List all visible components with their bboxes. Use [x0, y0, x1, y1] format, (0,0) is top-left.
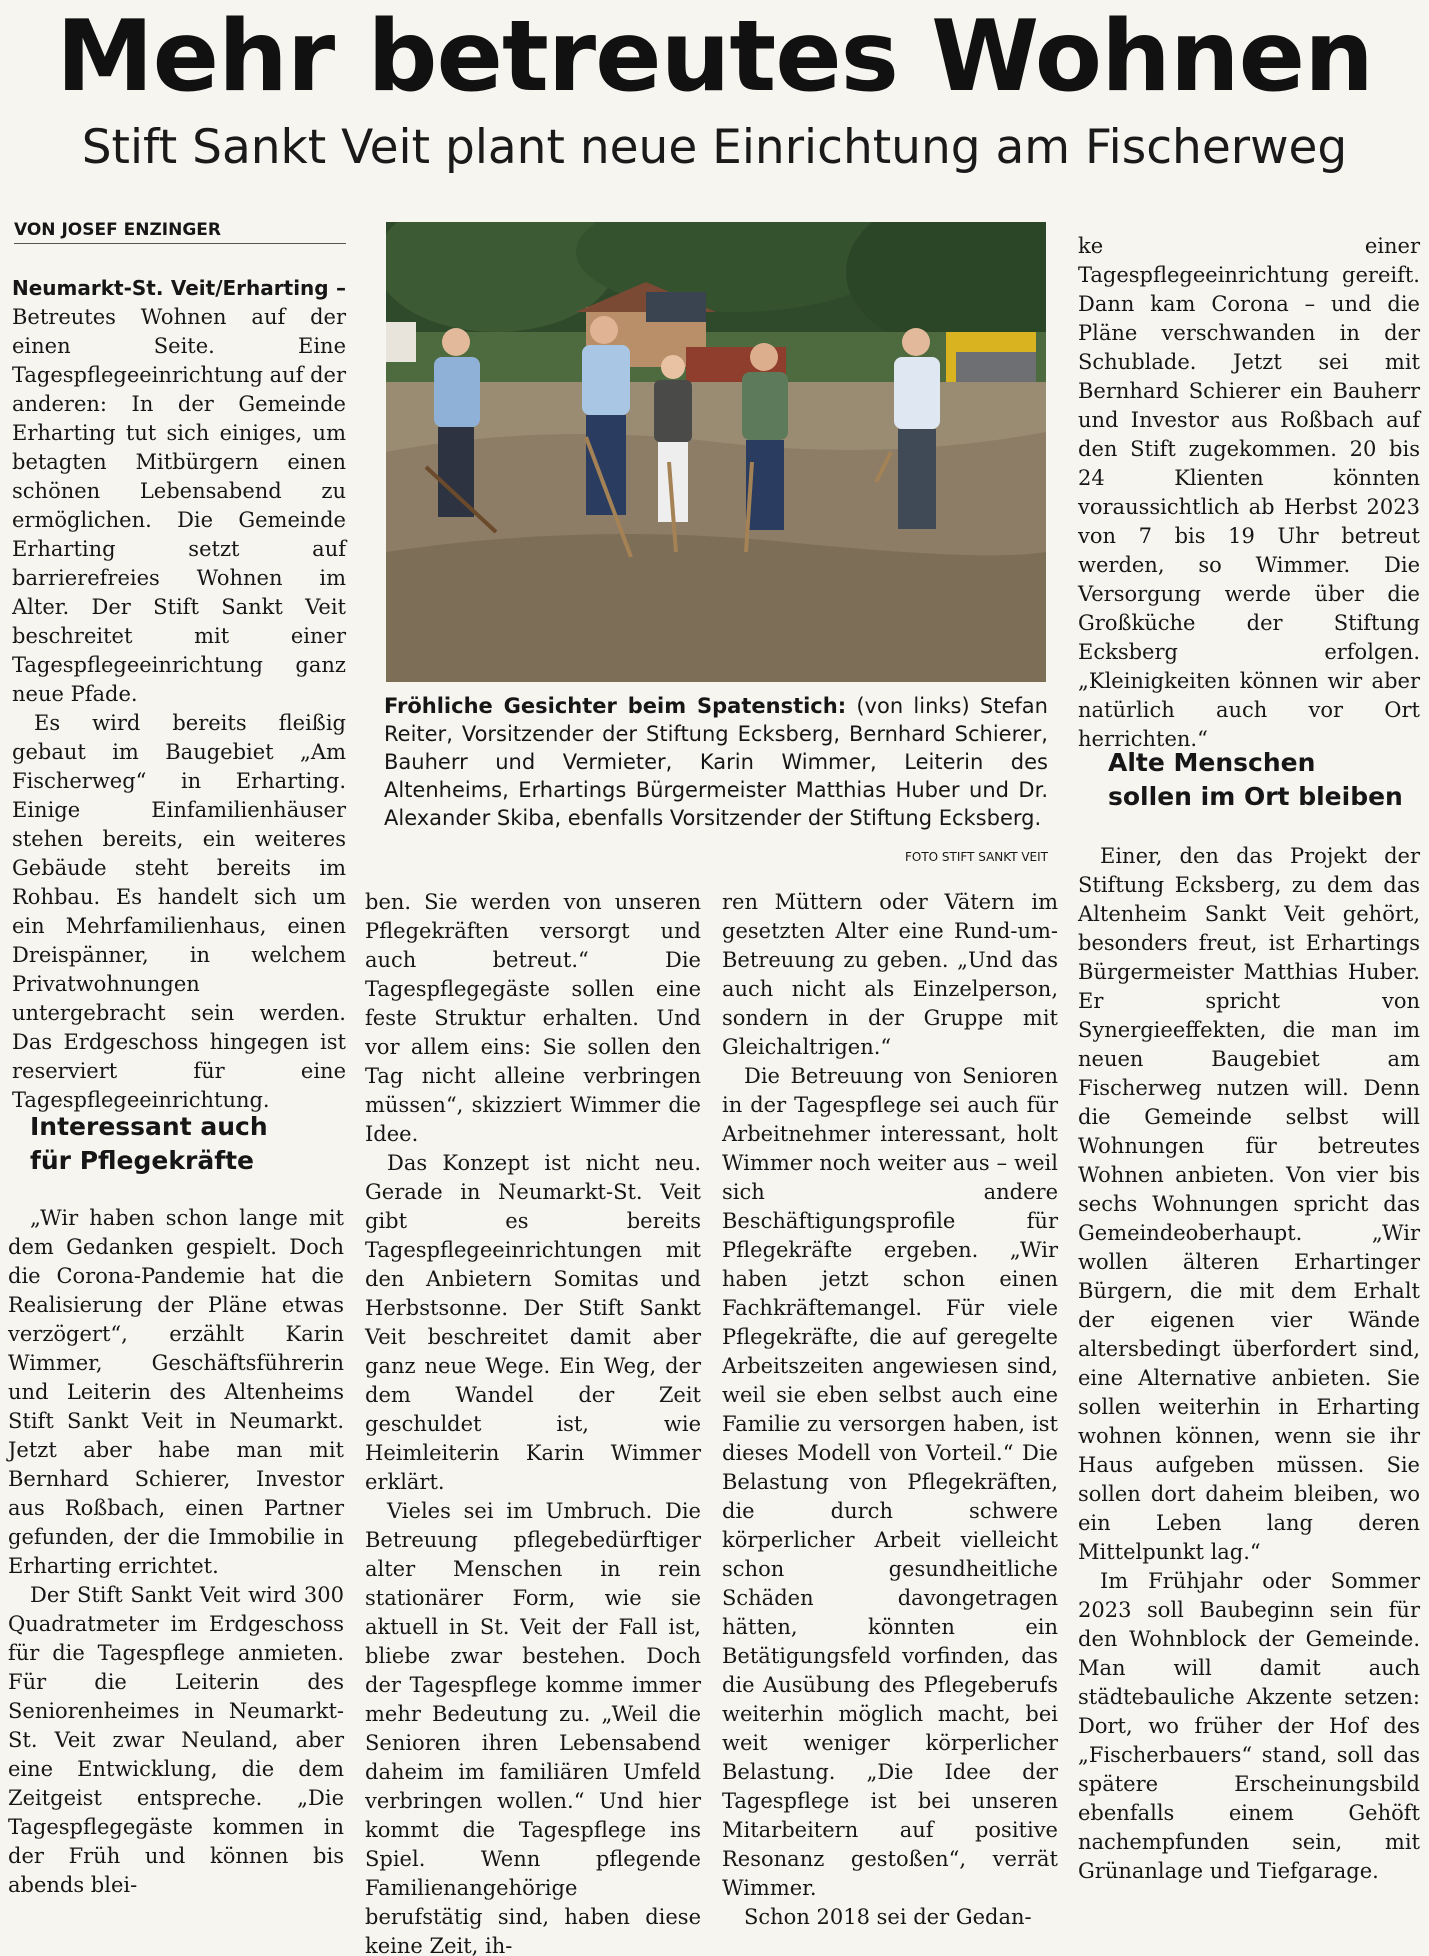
body-text: Betreutes Wohnen auf der einen Seite. Eine Tagespflegeeinrichtung auf der anderen: In der Gemeinde Erharting tut sich einiges, um betagten Mitbürgern einen schönen Lebensabend zu ermöglichen. Die Gemeinde Erharting setzt auf barrierefreies Wohnen im Alter. Der Stift Sankt Veit beschreitet mit einer Tagespflegeeinrichtung ganz neue Pfade. [12, 305, 347, 706]
column-1-lower [8, 1110, 344, 1950]
caption-lead: Fröhliche Gesichter beim Spatenstich: [384, 694, 847, 718]
section-heading-line: Interessant auch [30, 1112, 268, 1141]
body-paragraph: Vieles sei im Umbruch. Die Betreuung pflegebedürftiger alter Menschen in rein stationärer Form, wie sie aktuell in St. Veit der Fall ist, bliebe zwar bestehen. Doch der Tagespflege komme immer mehr Bedeutung zu. „Weil die Senioren ihren Lebensabend daheim im familiären Umfeld verbringen wollen.“ Und hier kommt die Tagespflege ins Spiel. Wenn pflegende Familienangehörige berufstätig sind, haben diese keine Zeit, ih- [365, 1499, 701, 1956]
dateline: Neumarkt-St. Veit/Erharting – [12, 276, 346, 300]
body-paragraph: ren Müttern oder Vätern im gesetzten Alter eine Rund-um-Betreuung zu geben. „Und das auch nicht als Einzelperson, sondern in der Gruppe mit Gleichaltrigen.“ [722, 890, 1058, 1059]
subheadline: Stift Sankt Veit plant neue Einrichtung am Fischerweg [81, 120, 1348, 175]
body-paragraph: Der Stift Sankt Veit wird 300 Quadratmeter im Erdgeschoss für die Tagespflege anmieten. Für die Leiterin des Seniorenheimes in Neumarkt-St. Veit zwar Neuland, aber eine Entwicklung, die dem Zeitgeist entspreche. „Die Tagespflegegäste kommen in der Früh und können bis abends blei- [8, 1583, 344, 1897]
body-paragraph: ben. Sie werden von unseren Pflegekräften versorgt und auch betreut.“ Die Tagespflegegäste sollen eine feste Struktur erhalten. Und vor allem eins: Sie sollen den Tag nicht alleine verbringen müssen“, skizziert Wimmer die Idee. [365, 890, 701, 1146]
section-heading-line: sollen im Ort bleiben [1108, 782, 1403, 811]
section-heading [30, 1110, 344, 1178]
body-paragraph: Einer, den das Projekt der Stiftung Ecksberg, zu dem das Altenheim Sankt Veit gehört, besonders freut, ist Erhartings Bürgermeister Matthias Huber. Er spricht von Synergieeffekten, die man im neuen Baugebiet am Fischerweg nutzen will. Denn die Gemeinde selbst will Wohnungen für betreutes Wohnen anbieten. Von vier bis sechs Wohnungen spricht das Gemeindeoberhaupt. „Wir wollen älteren Erhartinger Bürgern, die mit dem Erhalt der eigenen vier Wände altersbedingt überfordert sind, eine Alternative anbieten. Sie sollen weiterhin in Erharting wohnen können, wenn sie ihr Haus aufgeben müssen. Sie sollen dort daheim bleiben, wo ein Leben lang deren Mittelpunkt lag.“ [1078, 844, 1420, 1564]
body-paragraph: Das Konzept ist nicht neu. Gerade in Neumarkt-St. Veit gibt es bereits Tagespflegeeinrichtungen mit den Anbietern Somitas und Herbstsonne. Der Stift Sankt Veit beschreitet damit aber ganz neue Wege. Ein Weg, der dem Wandel der Zeit geschuldet ist, wie Heimleiterin Karin Wimmer erklärt. [365, 1151, 701, 1494]
section-heading-line: für Pflegekräfte [30, 1146, 254, 1175]
lead-paragraph [12, 274, 346, 709]
body-paragraph: Es wird bereits fleißig gebaut im Baugebiet „Am Fischerweg“ in Erharting. Einige Einfamilienhäuser stehen bereits, ein weiteres Gebäude steht bereits im Rohbau. Es handelt sich um ein Mehrfamilienhaus, einen Dreispänner, in welchem Privatwohnungen untergebracht sein werden. Das Erdgeschoss hingegen ist reserviert für eine Tagespflegeeinrichtung. [12, 711, 346, 1112]
column-1-upper [12, 274, 347, 1112]
body-paragraph: Die Betreuung von Senioren in der Tagespflege sei auch für Arbeitnehmer interessant, holt Wimmer noch weiter aus – weil sich andere Beschäftigungsprofile für Pflegekräfte ergeben. „Wir haben jetzt schon einen Fachkräftemangel. Für viele Pflegekräfte, die auf geregelte Arbeitszeiten angewiesen sind, weil sie eben selbst auch eine Familie zu versorgen haben, ist dieses Modell von Vorteil.“ Die Belastung von Pflegekräften, die durch schwere körperlicher Arbeit vielleicht schon gesundheitliche Schäden davongetragen hätten, könnten ein Betätigungsfeld vorfinden, das die Ausübung des Pflegeberufs weiterhin möglich macht, bei weit weniger körperlicher Belastung. „Die Idee der Tagespflege ist bei unseren Mitarbeitern auf positive Resonanz gestoßen“, verrät Wimmer. [722, 1064, 1058, 1900]
column-4-lower [1078, 746, 1420, 1946]
section-heading-line: Alte Menschen [1108, 748, 1316, 777]
body-paragraph: „Wir haben schon lange mit dem Gedanken gespielt. Doch die Corona-Pandemie hat die Realisierung der Pläne etwas verzögert“, erzählt Karin Wimmer, Geschäftsführerin und Leiterin des Altenheims Stift Sankt Veit in Neumarkt. Jetzt aber habe man mit Bernhard Schierer, Investor aus Roßbach, einen Partner gefunden, der die Immobilie in Erharting errichtet. [8, 1206, 344, 1578]
headline: Mehr betreutes Wohnen [56, 0, 1373, 114]
body-paragraph: Schon 2018 sei der Gedan- [744, 1905, 1032, 1929]
byline: VON JOSEF ENZINGER [14, 220, 346, 244]
caption-text: (von links) Stefan Reiter, Vorsitzender der Stiftung Ecksberg, Bernhard Schierer, Bauherr und Vermieter, Karin Wimmer, Leiterin des Altenheims, Erhartings Bürgermeister Matthias Huber und Dr. Alexander Skiba, ebenfalls Vorsitzender der Stiftung Ecksberg. [384, 694, 1048, 830]
body-paragraph: ke einer Tagespflegeeinrichtung gereift. Dann kam Corona – und die Pläne verschwanden in der Schublade. Jetzt sei mit Bernhard Schierer ein Bauherr und Investor aus Roßbach auf den Stift zugekommen. 20 bis 24 Klienten könnten voraussichtlich ab Herbst 2023 von 7 bis 19 Uhr betreut werden, so Wimmer. Die Versorgung werde über die Großküche der Stiftung Ecksberg erfolgen. „Kleinigkeiten können wir aber natürlich auch vor Ort herrichten.“ [1078, 234, 1420, 751]
column-4-upper [1078, 232, 1420, 751]
groundbreaking-photo [386, 222, 1046, 682]
section-heading [1108, 746, 1420, 814]
column-3 [722, 888, 1058, 1948]
column-2 [365, 888, 701, 1956]
body-paragraph: Im Frühjahr oder Sommer 2023 soll Baubeginn sein für den Wohnblock der Gemeinde. Man will damit auch städtebauliche Akzente setzen: Dort, wo früher der Hof des „Fischerbauers“ stand, soll das spätere Erscheinungsbild ebenfalls einem Gehöft nachempfunden sein, mit Grünanlage und Tiefgarage. [1078, 1569, 1420, 1883]
photo-credit: FOTO STIFT SANKT VEIT [904, 850, 1048, 864]
photo-caption [384, 692, 1048, 832]
